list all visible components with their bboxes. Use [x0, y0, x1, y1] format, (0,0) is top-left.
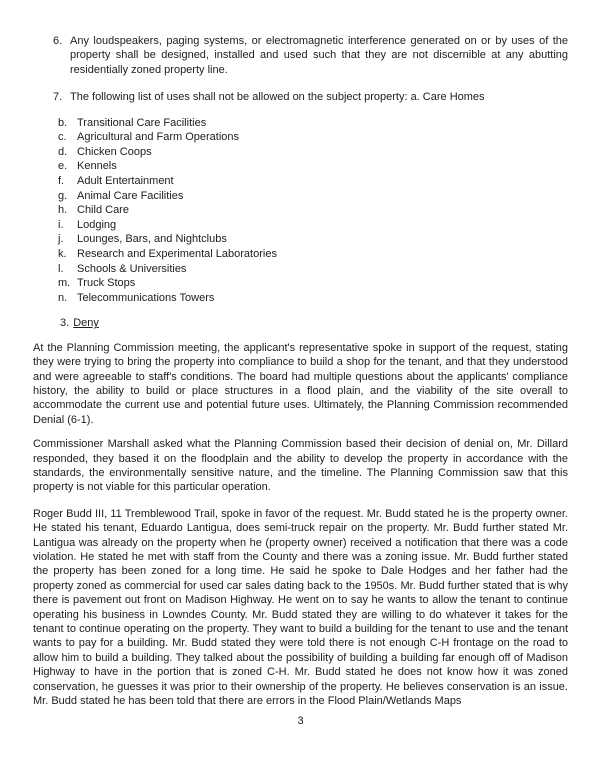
prohibited-use-item — [58, 189, 568, 204]
prohibited-use-item — [58, 116, 568, 131]
use-letter: h. — [58, 204, 68, 217]
condition-item-7 — [53, 90, 568, 104]
condition-text: Any loudspeakers, paging systems, or electromagnetic interference generated on or by uses of the property shall be designed, installed and used such that they are not discernible at any abutting residentially zoned property line. — [70, 35, 568, 76]
use-letter: c. — [58, 131, 67, 144]
use-letter: m. — [58, 277, 71, 290]
use-label: Child Care — [77, 204, 129, 217]
paragraph-commissioner-marshall: Commissioner Marshall asked what the Planning Commission based their decision of denial on, Mr. Dillard responded, they based it on the floodplain and the ability to develop the property in accordance with the standards, the environmentally sensitive nature, and the timeline. The Planning Commission saw that this property is not viable for this particular operation. — [33, 438, 568, 494]
prohibited-use-item — [58, 145, 568, 160]
decision-number: 3. — [60, 317, 70, 330]
use-letter: n. — [58, 291, 68, 304]
page-number: 3 — [297, 714, 304, 727]
prohibited-use-item — [58, 174, 568, 189]
prohibited-use-item — [58, 262, 568, 277]
use-label: Lodging — [77, 218, 117, 231]
use-letter: e. — [58, 160, 68, 173]
condition-number: 6. — [53, 35, 63, 47]
use-label: Transitional Care Facilities — [77, 116, 207, 129]
prohibited-use-item — [58, 247, 568, 262]
use-letter: d. — [58, 145, 68, 158]
prohibited-uses-list — [33, 116, 568, 306]
use-letter: i. — [58, 218, 64, 231]
use-label: Schools & Universities — [77, 262, 187, 275]
use-label: Truck Stops — [77, 277, 136, 290]
use-label: Lounges, Bars, and Nightclubs — [77, 233, 227, 246]
paragraph-planning-commission: At the Planning Commission meeting, the applicant's representative spoke in support of the request, stating they were trying to bring the property into compliance to build a shop for the tenant, and that they understood and were agreeable to staff's conditions. The board had multiple questions about the applicants' compliance history, the ability to build or place structures in a flood plain, and the viability of the site overall to accommodate the current use and potential future uses. Ultimately, the Planning Commission recommended Denial (6-1). — [33, 341, 568, 426]
use-label: Chicken Coops — [77, 145, 152, 158]
paragraph-roger-budd: Roger Budd III, 11 Tremblewood Trail, spoke in favor of the request. Mr. Budd stated he is the property owner. He stated his tenant, Eduardo Lantigua, does semi-truck repair on the property. Mr. Budd further stated Mr. Lantigua was already on the property when he (property owner) received a notification that there was a code violation. He stated he met with staff from the County and there was a zoning issue. Mr. Budd further stated the property has been zoned for a long time. He said he spoke to Dale Hodges and her father had the property zoned as commercial for used car sales dating back to the 1950s. Mr. Budd further stated that is why there is pavement out front on Madison Highway. He went on to say he wants to allow the tenant to continue operating his business in Lowndes County. Mr. Budd stated they are willing to do whatever it takes for the tenant to continue operating on the property. They want to build a building for the tenant to use and the tenant wants to pay for a building. Mr. Budd stated they were told there is not enough C-H frontage on the road to allow him to build a building. They talked about the possibility of building a building far enough off of Madison Highway to have in the portion that is zoned C-H. Mr. Budd stated he does not know how it was zoned conservation, he guesses it was prior to their ownership of the property. He believes conservation is an issue. Mr. Budd stated he has been told that there are errors in the Flood Plain/Wetlands Maps — [33, 507, 568, 708]
prohibited-use-item — [58, 276, 568, 291]
use-letter: g. — [58, 189, 68, 202]
use-label: Telecommunications Towers — [77, 291, 215, 304]
use-letter: l. — [58, 262, 64, 275]
use-label: Animal Care Facilities — [77, 189, 184, 202]
condition-number: 7. — [53, 91, 63, 104]
use-label: Kennels — [77, 160, 117, 173]
prohibited-use-item — [58, 232, 568, 247]
use-label: Agricultural and Farm Operations — [77, 131, 240, 144]
prohibited-use-item — [58, 130, 568, 145]
prohibited-use-item — [58, 203, 568, 218]
prohibited-use-item — [58, 218, 568, 233]
use-letter: k. — [58, 247, 67, 260]
use-letter: j. — [58, 233, 64, 246]
prohibited-use-item — [58, 159, 568, 174]
decision-label: Deny — [73, 317, 99, 330]
condition-item-6 — [53, 34, 568, 77]
use-label: Adult Entertainment — [77, 175, 174, 187]
use-letter: b. — [58, 116, 68, 129]
prohibited-use-item — [58, 291, 568, 306]
decision-heading — [60, 316, 568, 330]
condition-text: The following list of uses shall not be allowed on the subject property: a. Care Homes — [70, 91, 485, 104]
use-label: Research and Experimental Laboratories — [77, 247, 277, 260]
use-letter: f. — [58, 175, 65, 187]
